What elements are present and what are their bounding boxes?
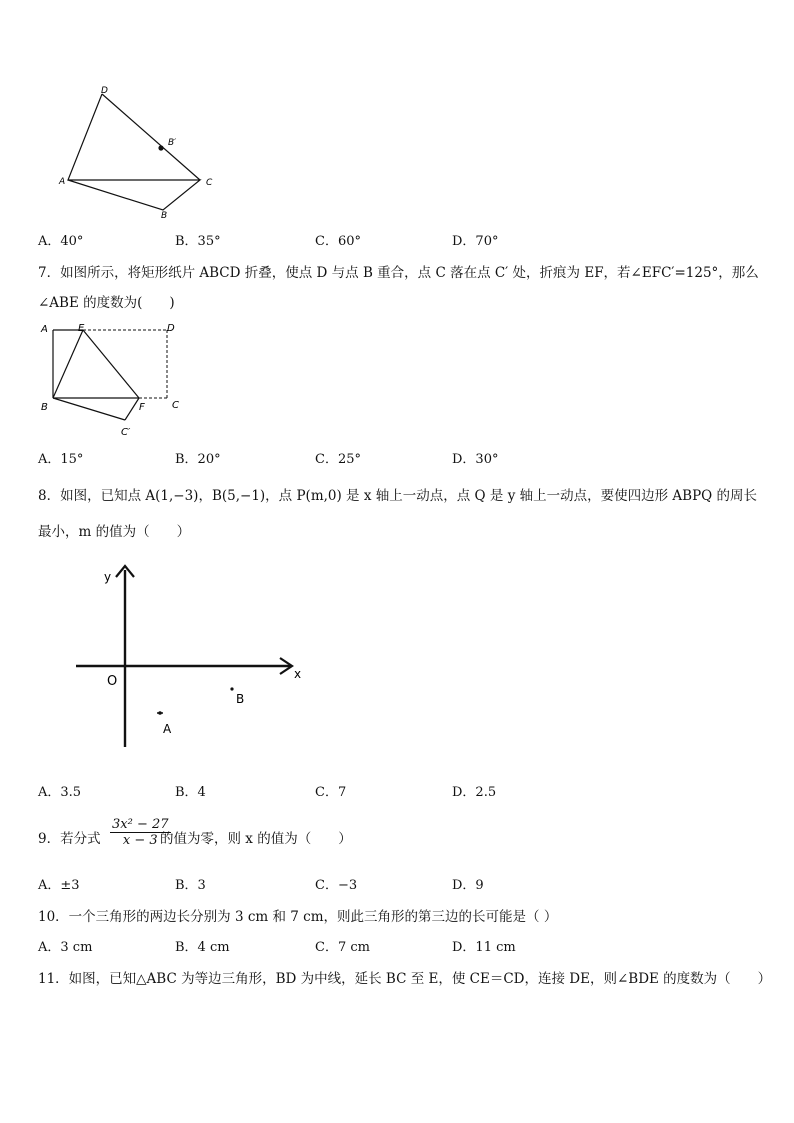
line-bc-prime xyxy=(53,398,125,420)
q9-option-a[interactable]: A．±3 xyxy=(38,878,80,893)
q11-text: 11．如图，已知△ABC 为等边三角形，BD 为中线，延长 BC 至 E，使 CE＝CD，连接 DE，则∠BDE 的度数为（ ） xyxy=(38,971,772,987)
q8-option-b[interactable]: B．4 xyxy=(175,785,206,800)
label-c-prime: C′ xyxy=(121,427,131,438)
label-e: E xyxy=(78,323,85,334)
line-be xyxy=(53,330,83,398)
label-d: D xyxy=(167,323,175,334)
label-d: D xyxy=(101,86,108,96)
q7-option-a[interactable]: A．15° xyxy=(38,452,84,467)
label-o: O xyxy=(107,674,118,689)
q9-suffix: 的值为零，则 x 的值为（ ） xyxy=(160,831,352,847)
line-c-prime-f xyxy=(125,398,139,420)
label-b: B xyxy=(41,402,48,413)
q7-option-c[interactable]: C．25° xyxy=(315,452,361,467)
q6-option-a[interactable]: A．40° xyxy=(38,234,84,249)
label-c: C xyxy=(172,400,179,411)
q9-fraction-denominator: x − 3 xyxy=(122,833,158,848)
q10-option-d[interactable]: D．11 cm xyxy=(452,940,516,955)
q10-option-b[interactable]: B．4 cm xyxy=(175,940,230,955)
label-b: B xyxy=(236,692,245,706)
label-f: F xyxy=(139,402,145,413)
q10-option-c[interactable]: C．7 cm xyxy=(315,940,370,955)
q10-option-a[interactable]: A．3 cm xyxy=(38,940,93,955)
fold-triangle-figure xyxy=(55,82,225,222)
q9-option-c[interactable]: C．−3 xyxy=(315,878,358,893)
label-y: y xyxy=(104,570,112,584)
q7-line1: 7．如图所示，将矩形纸片 ABCD 折叠，使点 D 与点 B 重合，点 C 落在点 C′ 处，折痕为 EF，若∠EFC′=125°，那么 xyxy=(38,265,759,281)
q6-option-b[interactable]: B．35° xyxy=(175,234,221,249)
label-a: A xyxy=(163,722,172,736)
q8-option-d[interactable]: D．2.5 xyxy=(452,785,497,800)
label-x: x xyxy=(294,667,302,681)
q7-option-d[interactable]: D．30° xyxy=(452,452,499,467)
label-b-prime: B′ xyxy=(168,138,177,148)
q8-option-c[interactable]: C．7 xyxy=(315,785,347,800)
q9-option-b[interactable]: B．3 xyxy=(175,878,206,893)
figure-lines xyxy=(68,94,200,210)
figure-line-dc xyxy=(102,94,200,180)
rectangle-fold-figure xyxy=(35,318,195,443)
line-ef xyxy=(83,330,139,398)
q9-prefix: 9．若分式 xyxy=(38,831,101,847)
q10-text: 10．一个三角形的两边长分别为 3 cm 和 7 cm，则此三角形的第三边的长可能是（ ） xyxy=(38,909,558,925)
q9-option-d[interactable]: D．9 xyxy=(452,878,484,893)
label-a: A xyxy=(41,324,48,335)
q8-line2: 最小，m 的值为（ ） xyxy=(38,524,191,540)
label-a: A xyxy=(59,177,66,187)
q8-option-a[interactable]: A．3.5 xyxy=(38,785,82,800)
coordinate-figure xyxy=(70,560,320,755)
point-b xyxy=(230,687,233,690)
q7-option-b[interactable]: B．20° xyxy=(175,452,221,467)
q7-line2: ∠ABE 的度数为( ) xyxy=(38,295,175,311)
q9-fraction-numerator: 3x² − 27 xyxy=(112,817,169,832)
point-b-prime xyxy=(158,145,163,150)
label-b: B xyxy=(161,211,168,221)
label-c: C xyxy=(206,178,213,188)
q6-option-c[interactable]: C．60° xyxy=(315,234,361,249)
q8-line1: 8．如图，已知点 A(1,−3)，B(5,−1)，点 P(m,0) 是 x 轴上一动点，点 Q 是 y 轴上一动点，要使四边形 ABPQ 的周长 xyxy=(38,488,758,504)
q6-option-d[interactable]: D．70° xyxy=(452,234,499,249)
